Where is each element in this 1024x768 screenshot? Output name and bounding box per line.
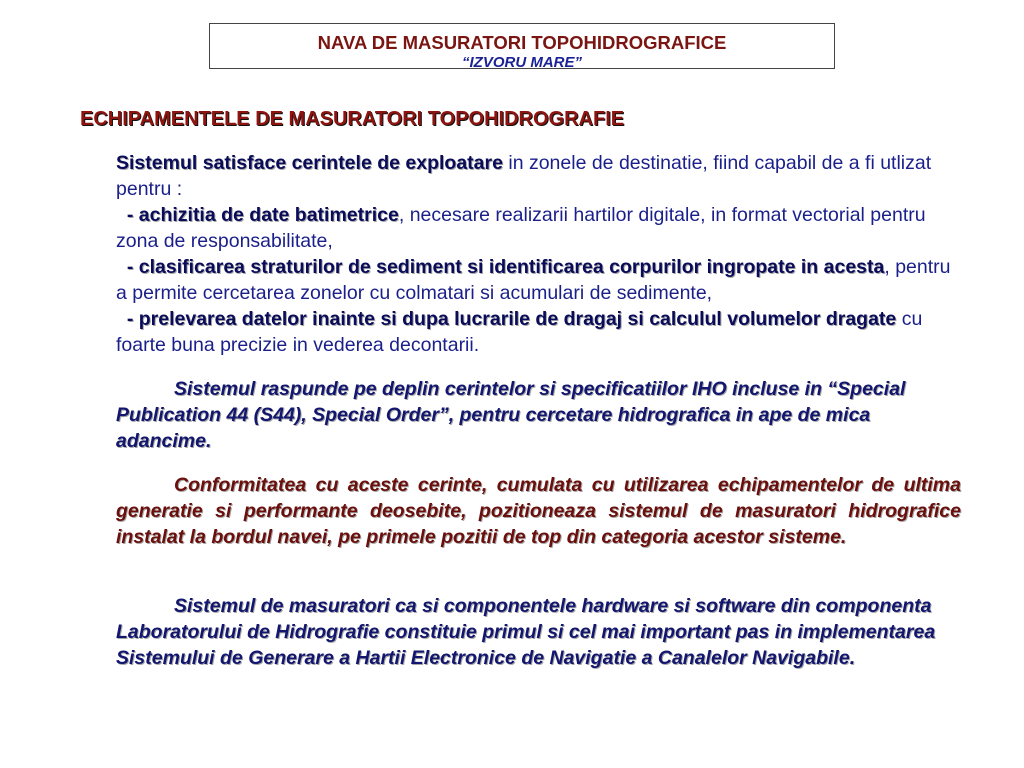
list-item-rest: , pentru a permite cercetarea zonelor cu colmatari si acumulari de sedimente,	[116, 256, 951, 304]
paragraph-text: Sistemul de masuratori ca si componentele hardware si software din componenta Laboratorului de Hidrografie constituie primul si cel mai important pas in implementarea Sistemului de Generare a Hartii Electronice de Navigatie a Canalelor Navigabile.	[116, 595, 936, 669]
paragraph-iho	[116, 376, 961, 454]
list-item-bold: - clasificarea straturilor de sediment si identificarea corpurilor ingropate in acesta	[126, 256, 885, 278]
intro-bold: Sistemul satisface cerintele de exploatare	[116, 152, 503, 174]
list-item-rest: , necesare realizarii hartilor digitale, in format vectorial pentru zona de responsabilitate,	[116, 204, 926, 252]
list-item-rest: cu foarte buna precizie in vederea decontarii.	[116, 308, 923, 356]
list-item	[116, 306, 961, 358]
paragraph-conformity	[116, 472, 961, 550]
list-item-bold: - achizitia de date batimetrice	[126, 204, 399, 226]
list-item-bold: - prelevarea datelor inainte si dupa lucrarile de dragaj si calculul volumelor dragate	[126, 308, 897, 330]
paragraph-text: Sistemul raspunde pe deplin cerintelor si specificatiilor IHO incluse in “Special Publication 44 (S44), Special Order”, pentru cercetare hidrografica in ape de mica adancime.	[116, 378, 906, 452]
list-item	[116, 202, 961, 254]
list-item	[116, 254, 961, 306]
paragraph-text: Conformitatea cu aceste cerinte, cumulata cu utilizarea echipamentelor de ultima generatie si performante deosebite, pozitioneaza sistemul de masuratori hidrografice instalat la bordul navei, pe primele pozitii de top din categoria acestor sisteme.	[116, 474, 961, 548]
paragraph-system	[116, 593, 961, 671]
capabilities-block	[116, 150, 961, 358]
section-heading: ECHIPAMENTELE DE MASURATORI TOPOHIDROGRAFIE	[80, 108, 625, 130]
intro-text	[116, 150, 961, 202]
slide-title: NAVA DE MASURATORI TOPOHIDROGRAFICE	[317, 32, 727, 53]
slide-subtitle: “IZVORU MARE”	[462, 54, 582, 71]
intro-rest: in zonele de destinatie, fiind capabil de a fi utlizat pentru :	[116, 152, 932, 200]
title-box	[209, 23, 835, 69]
